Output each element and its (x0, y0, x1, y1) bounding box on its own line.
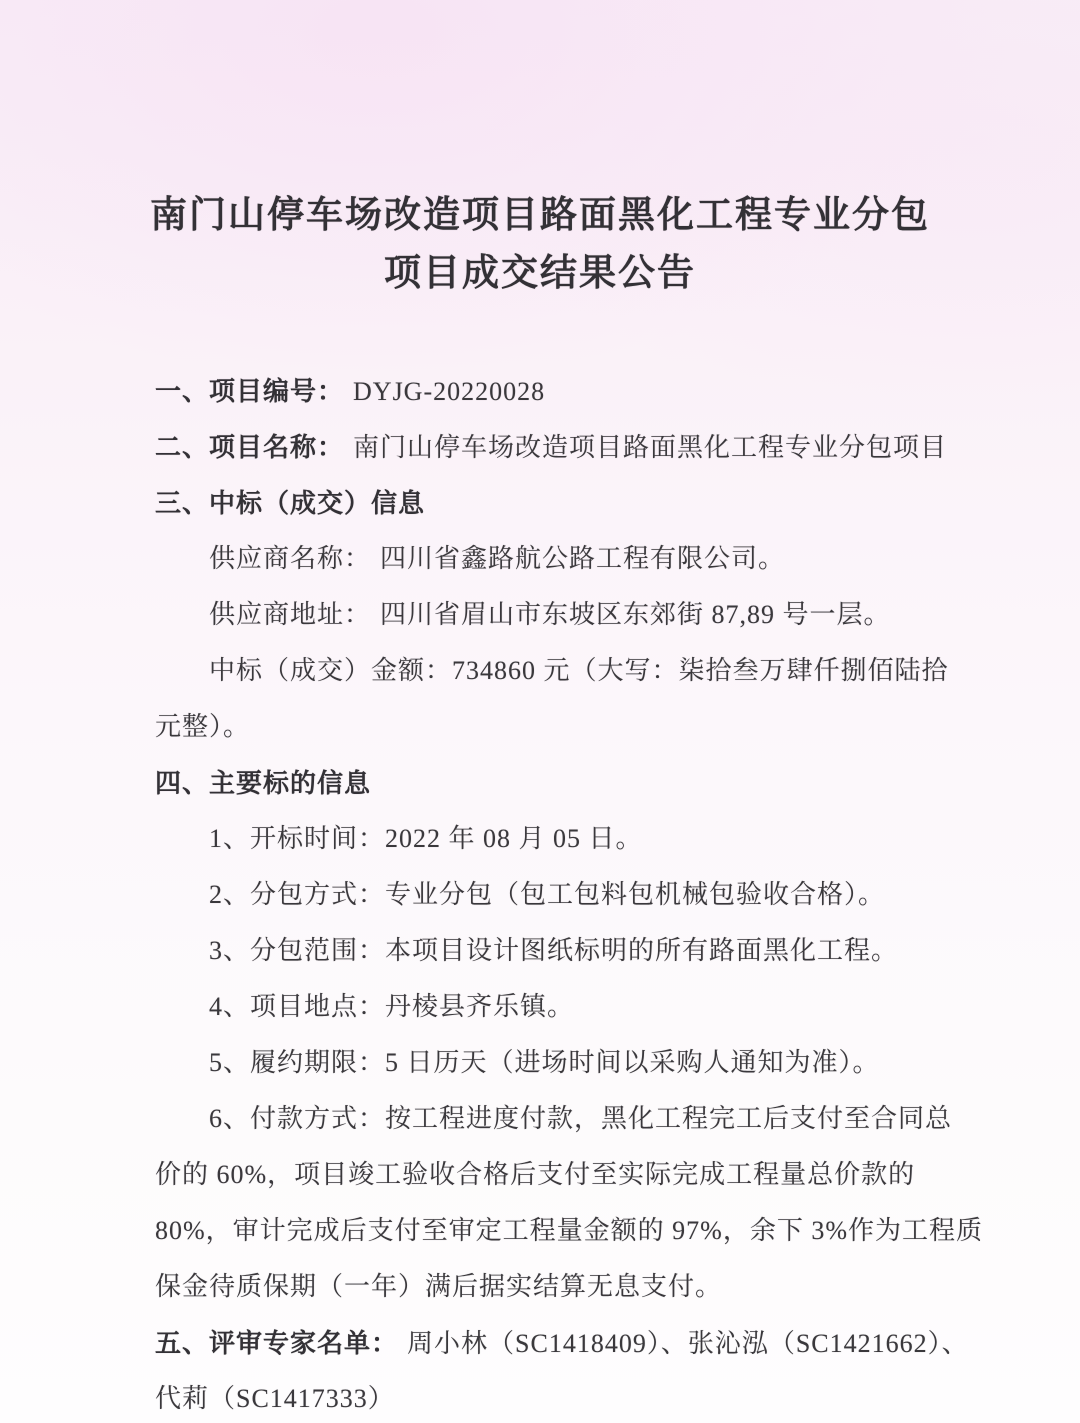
title-line-1: 南门山停车场改造项目路面黑化工程专业分包 (150, 194, 930, 235)
supplier-name-value: 四川省鑫路航公路工程有限公司。 (380, 544, 786, 573)
document-body (155, 363, 983, 1423)
main-subject-heading (155, 755, 945, 811)
supplier-name-label: 供应商名称： (209, 544, 372, 573)
award-info-heading (155, 475, 945, 531)
subcontract-scope-line: 3、分包范围：本项目设计图纸标明的所有路面黑化工程。 (209, 936, 899, 965)
project-number-value: DYJG-20220028 (353, 377, 546, 406)
supplier-address-label: 供应商地址： (209, 600, 372, 629)
project-name-line (155, 419, 948, 475)
project-number-line (155, 363, 945, 419)
subcontract-mode-line: 2、分包方式：专业分包（包工包料包机械包验收合格）。 (209, 880, 886, 909)
payment-method-line-1: 6、付款方式：按工程进度付款，黑化工程完工后支付至合同总 (209, 1104, 953, 1133)
award-amount-line-2: 元整）。 (155, 712, 251, 741)
document-title (0, 186, 1080, 302)
award-amount-line-1: 中标（成交）金额：734860 元（大写：柒拾叁万肆仟捌佰陆拾 (209, 656, 949, 685)
payment-method-line-2: 价的 60%，项目竣工验收合格后支付至实际完成工程量总价款的 (155, 1160, 916, 1189)
experts-label: 五、评审专家名单： (155, 1328, 399, 1358)
project-name-value: 南门山停车场改造项目路面黑化工程专业分包项目 (353, 433, 948, 462)
payment-method-line-4: 保金待质保期（一年）满后据实结算无息支付。 (155, 1272, 723, 1301)
project-number-label: 一、项目编号： (155, 376, 345, 406)
project-location-line: 4、项目地点：丹棱县齐乐镇。 (209, 992, 575, 1021)
title-line-2: 项目成交结果公告 (384, 252, 696, 293)
supplier-address-line (155, 587, 945, 643)
supplier-name-line (155, 531, 945, 587)
experts-line-1 (155, 1315, 969, 1371)
main-subject-heading-text: 四、主要标的信息 (155, 768, 372, 798)
experts-line-2: 代莉（SC1417333） (155, 1384, 395, 1413)
award-info-heading-text: 三、中标（成交）信息 (155, 488, 426, 518)
bid-opening-time-line: 1、开标时间：2022 年 08 月 05 日。 (209, 824, 643, 853)
performance-period-line: 5、履约期限：5 日历天（进场时间以采购人通知为准）。 (209, 1048, 880, 1077)
experts-value: 周小林（SC1418409）、张沁泓（SC1421662）、 (407, 1329, 969, 1358)
payment-method-line-3: 80%，审计完成后支付至审定工程量金额的 97%，余下 3%作为工程质 (155, 1216, 983, 1245)
project-name-label: 二、项目名称： (155, 432, 345, 462)
supplier-address-value: 四川省眉山市东坡区东郊街 87,89 号一层。 (380, 600, 891, 629)
